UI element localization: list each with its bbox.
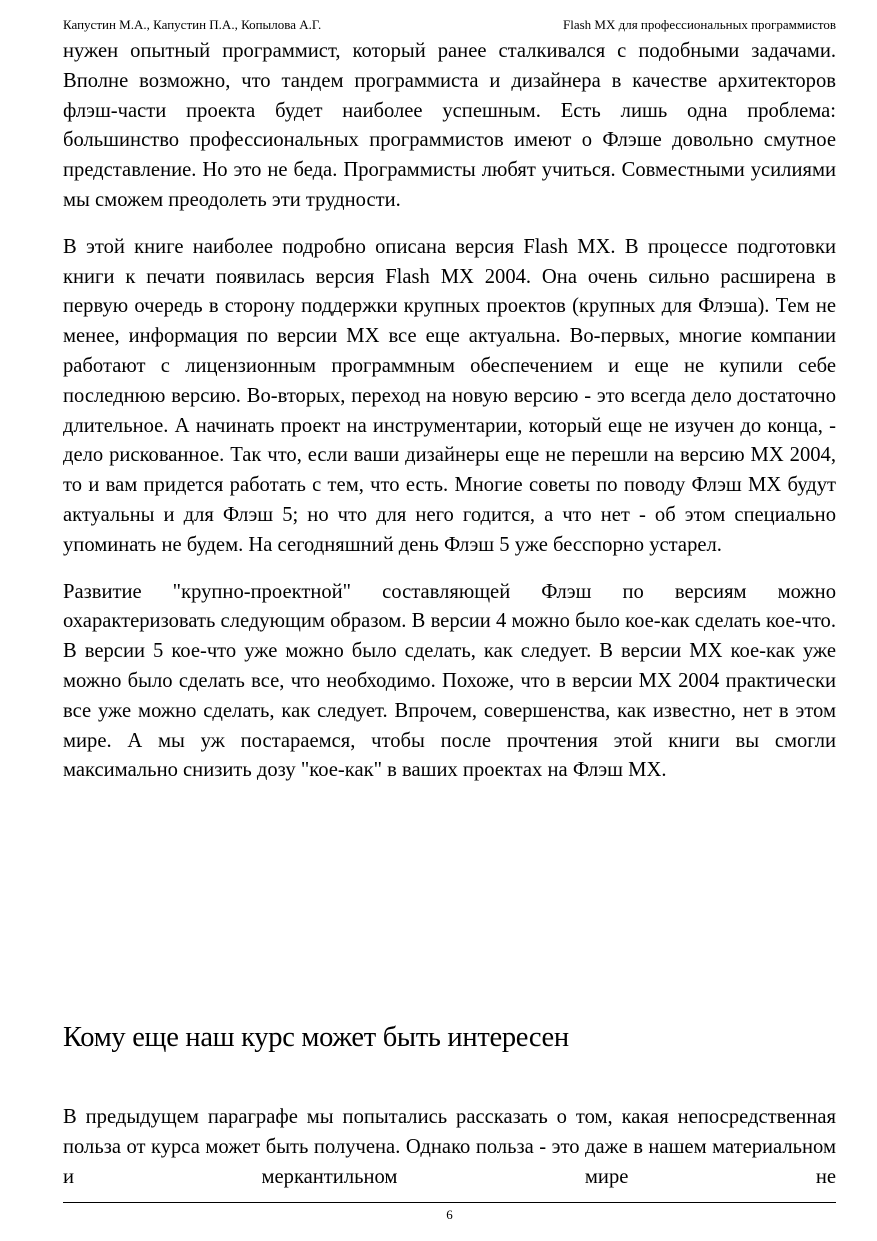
paragraph: В предыдущем параграфе мы попытались рассказать о том, какая непосредственная польза от курса может быть получена. Однако польза - это даже в нашем материальном и меркантильном мире не: [63, 1106, 836, 1188]
page-number: 6: [446, 1207, 453, 1222]
footer-divider: [63, 1202, 836, 1203]
header-authors: Капустин М.А., Капустин П.А., Копылова А.Г.: [63, 17, 322, 32]
document-page: [63, 0, 836, 1241]
header-book-title: Flash MX для профессиональных программистов: [562, 17, 836, 32]
paragraph: Развитие "крупно-проектной" составляющей Флэш по версиям можно охарактеризовать следующим образом. В версии 4 можно было кое-как сделать кое-что. В версии 5 кое-что уже можно было сделать, как следует. В версии MX кое-как уже можно было сделать все, что необходимо. Похоже, что в версии MX 2004 практически все уже можно сделать, как следует. Впрочем, совершенства, как известно, нет в этом мире. А мы уж постараемся, чтобы после прочтения этой книги вы смогли максимально снизить дозу "кое-как" в ваших проектах на Флэш MX.: [63, 580, 836, 782]
running-header: [63, 17, 836, 33]
section-body: [63, 1103, 836, 1192]
body-text: [63, 37, 836, 786]
paragraph: нужен опытный программист, который ранее сталкивался с подобными задачами. Вполне возможно, что тандем программиста и дизайнера в качестве архитекторов флэш-части проекта будет наиболее успешным. Есть лишь одна проблема: большинство профессиональных программистов имеют о Флэше довольно смутное представление. Но это не беда. Программисты любят учиться. Совместными усилиями мы сможем преодолеть эти трудности.: [63, 40, 836, 211]
paragraph: В этой книге наиболее подробно описана версия Flash MX. В процессе подготовки книги к печати появилась версия Flash MX 2004. Она очень сильно расширена в первую очередь в сторону поддержки крупных проектов (крупных для Флэша). Тем не менее, информация по версии MX все еще актуальна. Во-первых, многие компании работают с лицензионным программным обеспечением и еще не купили себе последнюю версию. Во-вторых, переход на новую версию - это всегда дело достаточно длительное. А начинать проект на инструментарии, который еще не изучен до конца, - дело рискованное. Так что, если ваши дизайнеры еще не перешли на версию MX 2004, то и вам придется работать с тем, что есть. Многие советы по поводу Флэш MX будут актуальны и для Флэш 5; но что для него годится, а что нет - об этом специально упоминать не будем. На сегодняшний день Флэш 5 уже бесспорно устарел.: [63, 235, 836, 556]
section-heading-block: [63, 1021, 836, 1055]
section-heading: Кому еще наш курс может быть интересен: [63, 1022, 569, 1053]
